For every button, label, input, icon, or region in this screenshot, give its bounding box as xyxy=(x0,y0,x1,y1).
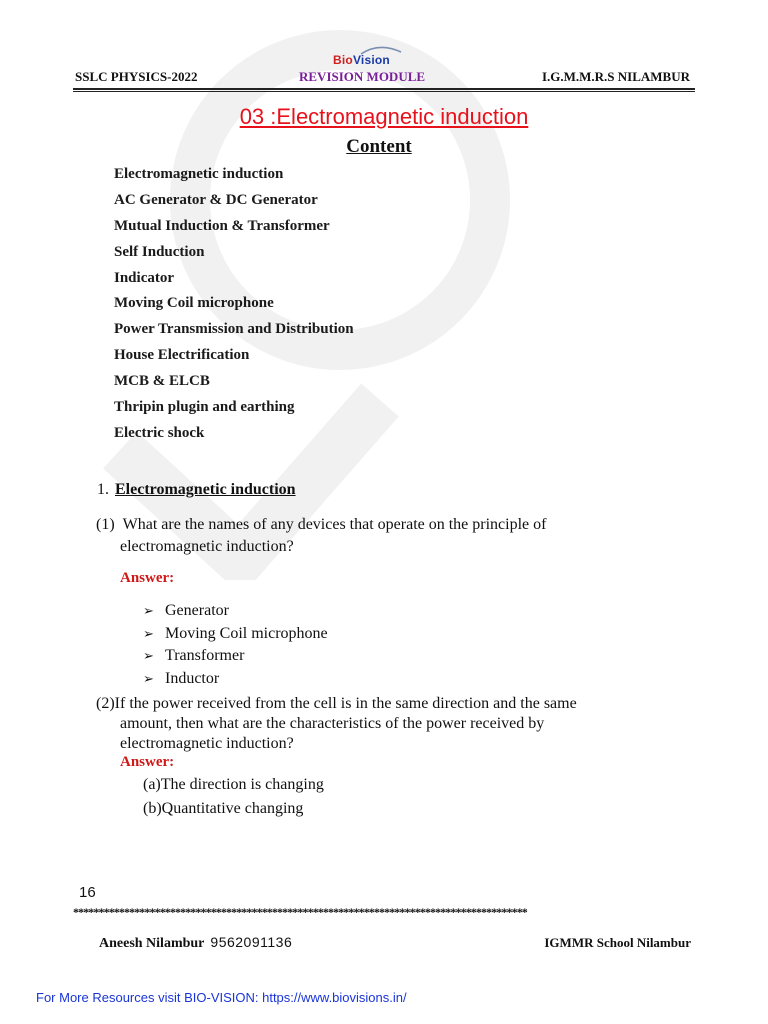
answer-item xyxy=(143,623,328,646)
question-text-line: electromagnetic induction? xyxy=(120,735,294,752)
content-item: Indicator xyxy=(114,269,174,286)
biovision-logo xyxy=(331,44,407,68)
answer-item xyxy=(143,645,328,668)
question-number: (2) xyxy=(96,695,115,712)
content-item: Thripin plugin and earthing xyxy=(114,399,295,416)
answer-text: Quantitative changing xyxy=(161,800,304,817)
answer-label: Answer: xyxy=(120,570,175,586)
header-divider-thin xyxy=(73,91,695,92)
question-text-line: What are the names of any devices that operate on the principle of xyxy=(122,516,547,533)
answer-text: The direction is changing xyxy=(160,776,324,793)
logo-text-bio: Bio xyxy=(333,53,353,67)
content-item: Electromagnetic induction xyxy=(114,166,284,182)
answer-item xyxy=(143,800,303,818)
answer-list xyxy=(143,600,328,690)
content-item: MCB & ELCB xyxy=(114,373,210,390)
content-list xyxy=(114,163,354,448)
page-number: 16 xyxy=(79,884,96,901)
question-number: (1) xyxy=(96,516,115,533)
answer-option-label: (b) xyxy=(143,800,162,817)
author-name: Aneesh Nilambur xyxy=(99,936,205,951)
answer-text: Transformer xyxy=(165,647,245,665)
arrow-bullet-icon: ➢ xyxy=(143,604,154,619)
content-item: Electric shock xyxy=(114,424,205,441)
content-item: Moving Coil microphone xyxy=(114,295,274,312)
content-heading: Content xyxy=(346,136,412,157)
header-divider xyxy=(73,88,695,90)
header-module: REVISION MODULE xyxy=(299,69,426,84)
answer-item xyxy=(143,668,328,691)
question-2 xyxy=(96,694,656,754)
footer-school: IGMMR School Nilambur xyxy=(544,935,691,950)
header-subject: SSLC PHYSICS-2022 xyxy=(75,69,198,84)
logo-text-vision: Vision xyxy=(352,53,390,67)
arrow-bullet-icon: ➢ xyxy=(143,649,154,665)
answer-text: Generator xyxy=(165,602,229,619)
content-item: Self Induction xyxy=(114,243,205,260)
footer-author xyxy=(99,934,292,952)
answer-text: Moving Coil microphone xyxy=(165,624,328,642)
answer-item xyxy=(143,600,328,623)
answer-option-label: (a) xyxy=(143,776,161,793)
question-text-line: If the power received from the cell is in the same direction and the same xyxy=(114,695,577,712)
author-phone: 9562091136 xyxy=(210,934,293,950)
answer-item xyxy=(143,776,324,794)
question-text-line: amount, then what are the characteristics of the power received by xyxy=(120,715,545,732)
content-item: House Electrification xyxy=(114,347,250,364)
resources-link[interactable]: For More Resources visit BIO-VISION: https://www.biovisions.in/ xyxy=(36,990,407,1005)
section-heading xyxy=(97,481,296,499)
answer-text: Inductor xyxy=(165,669,220,687)
content-item: AC Generator & DC Generator xyxy=(114,191,318,208)
content-item: Mutual Induction & Transformer xyxy=(114,217,330,234)
section-title: Electromagnetic induction xyxy=(115,481,296,498)
section-number: 1. xyxy=(97,481,109,498)
answer-label: Answer: xyxy=(120,754,175,770)
question-text-line: electromagnetic induction? xyxy=(120,538,294,555)
arrow-bullet-icon: ➢ xyxy=(143,626,154,642)
question-1 xyxy=(96,514,656,558)
chapter-title xyxy=(0,104,768,130)
footer-separator: ***************************************************************************************** xyxy=(73,906,527,918)
arrow-bullet-icon: ➢ xyxy=(143,671,154,687)
content-item: Power Transmission and Distribution xyxy=(114,321,354,338)
chapter-title-text: 03 :Electromagnetic induction xyxy=(239,104,529,129)
header-school: I.G.M.M.R.S NILAMBUR xyxy=(541,69,690,84)
